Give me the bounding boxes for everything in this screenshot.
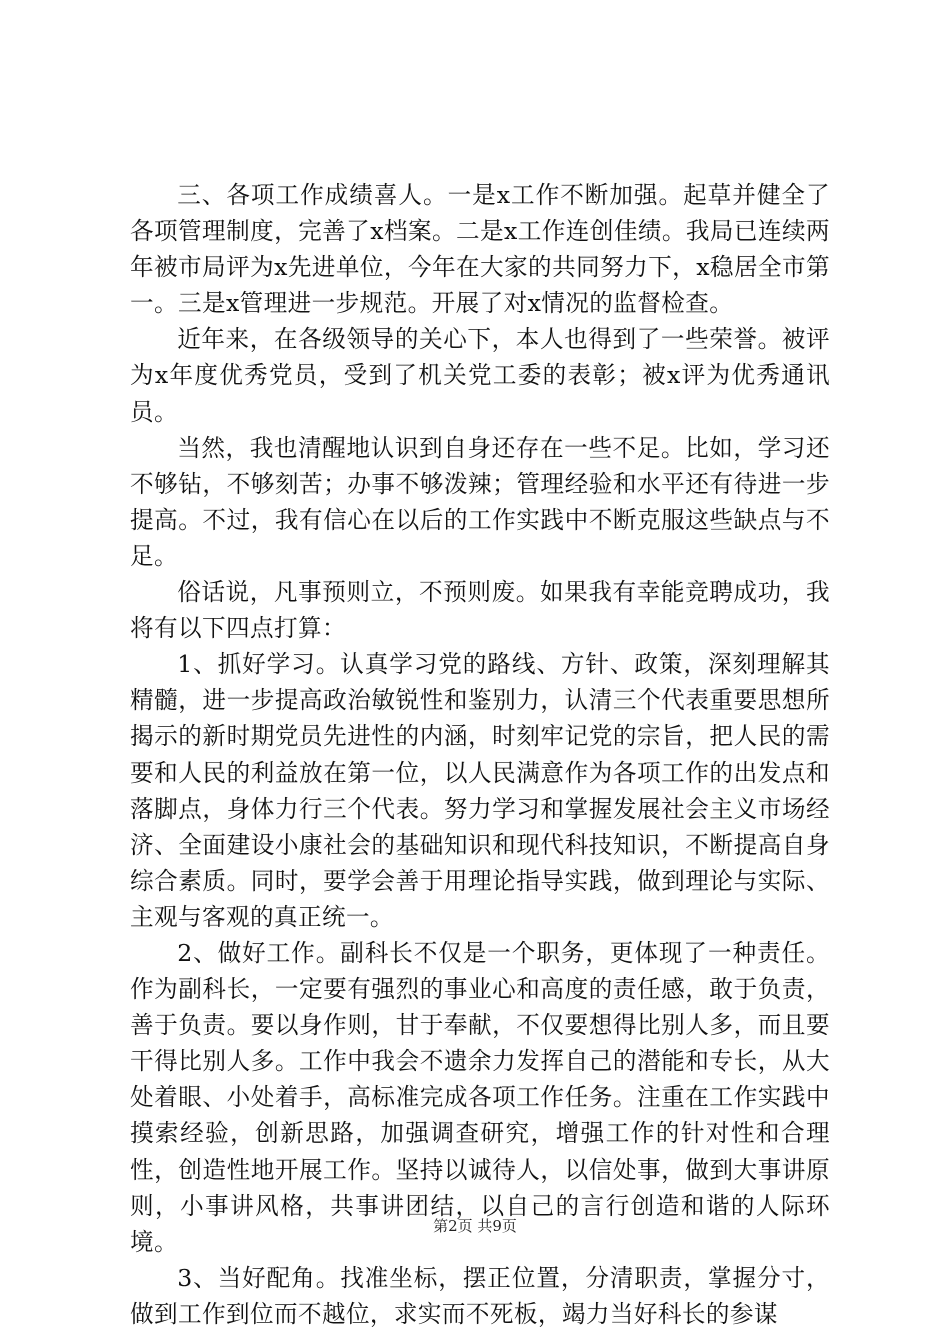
paragraph-achievements: 三、各项工作成绩喜人。一是x工作不断加强。起草并健全了各项管理制度，完善了x档案。二是x工作连创佳绩。我局已连续两年被市局评为x先进单位，今年在大家的共同努力下，x稳居全市第一。三是x管理进一步规范。开展了对x情况的监督检查。 [130,181,830,318]
paragraph-plan-support: 3、当好配角。找准坐标，摆正位置，分清职责，掌握分寸，做到工作到位而不越位，求实而不死板，竭力当好科长的参谋 [130,1263,830,1328]
page-number-footer: 第2页 共9页 [433,1217,517,1235]
paragraph-plans-intro: 俗话说，凡事预则立，不预则废。如果我有幸能竞聘成功，我将有以下四点打算： [130,578,830,643]
paragraph-honors: 近年来，在各级领导的关心下，本人也得到了一些荣誉。被评为x年度优秀党员，受到了机关党工委的表彰；被x评为优秀通讯员。 [130,325,830,426]
paragraph-shortcomings: 当然，我也清醒地认识到自身还存在一些不足。比如，学习还不够钻，不够刻苦；办事不够泼辣；管理经验和水平还有待进一步提高。不过，我有信心在以后的工作实践中不断克服这些缺点与不足。 [130,433,830,570]
paragraph-plan-work: 2、做好工作。副科长不仅是一个职务，更体现了一种责任。作为副科长，一定要有强烈的事业心和高度的责任感，敢于负责，善于负责。要以身作则，甘于奉献，不仅要想得比别人多，而且要干得比别人多。工作中我会不遗余力发挥自己的潜能和专长，从大处着眼、小处着手，高标准完成各项工作任务。注重在工作实践中摸索经验，创新思路，加强调查研究，增强工作的针对性和合理性，创造性地开展工作。坚持以诚待人，以信处事，做到大事讲原则，小事讲风格，共事讲团结，以自己的言行创造和谐的人际环境。 [130,938,830,1256]
document-body [130,177,830,1332]
paragraph-plan-study: 1、抓好学习。认真学习党的路线、方针、政策，深刻理解其精髓，进一步提高政治敏锐性和鉴别力，认清三个代表重要思想所揭示的新时期党员先进性的内涵，时刻牢记党的宗旨，把人民的需要和人民的利益放在第一位，以人民满意作为各项工作的出发点和落脚点，身体力行三个代表。努力学习和掌握发展社会主义市场经济、全面建设小康社会的基础知识和现代科技知识，不断提高自身综合素质。同时，要学会善于用理论指导实践，做到理论与实际、主观与客观的真正统一。 [130,650,830,931]
